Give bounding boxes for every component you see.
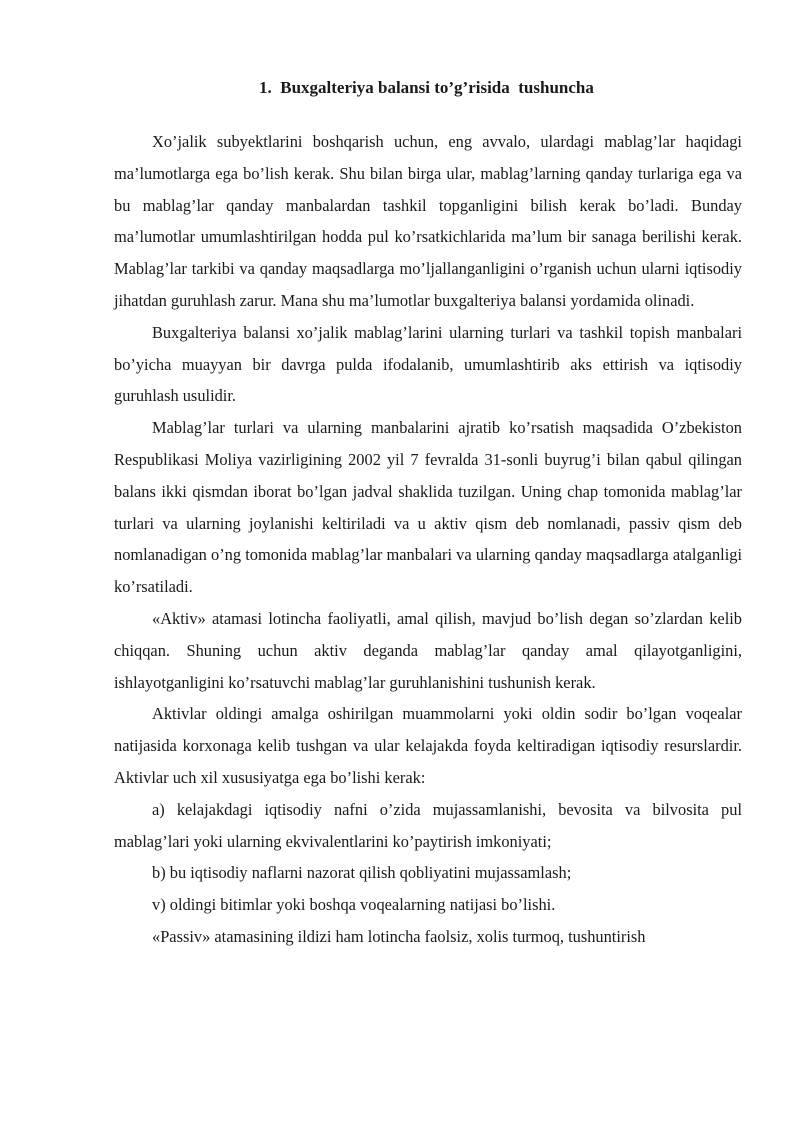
paragraph-balance-structure: Mablag’lar turlari va ularning manbalarini ajratib ko’rsatish maqsadida O’zbekiston Respublikasi Moliya vazirligining 2002 yil 7 fevralda 31-sonli buyrug’i bilan qabul qilingan balans ikki qismdan iborat bo’lgan jadval shaklida tuzilgan. Uning chap tomonida mablag’lar turlari va ularning joylanishi keltiriladi va u aktiv qism deb nomlanadi, passiv qism deb nomlanadigan o’ng tomonida mablag’lar manbalari va ularning qanday maqsadlarga atalganligi ko’rsatiladi. [114, 418, 742, 597]
paragraph-aktiv-definition: Aktivlar oldingi amalga oshirilgan muammolarni yoki oldin sodir bo’lgan voqealar natijasida korxonaga kelib tushgan va ular kelajakda foyda keltiradigan iqtisodiy resurslardir. Aktivlar uch xil xususiyatga ega bo’lishi kerak: [114, 704, 742, 787]
paragraph-balance-definition: Buxgalteriya balansi xo’jalik mablag’larini ularning turlari va tashkil topish manbalari bo’yicha muayyan bir davrga pulda ifodalanib, umumlashtirib aks ettirish va iqtisodiy guruhlash usulidir. [114, 322, 742, 406]
list-item-b: b) bu iqtisodiy naflarni nazorat qilish qobliyatini mujassamlash; [152, 863, 572, 883]
paragraph-passiv-term: «Passiv» atamasining ildizi ham lotincha faolsiz, xolis turmoq, tushuntirish [152, 926, 646, 946]
section-heading: 1. Buxgalteriya balansi to’g’risida tushuncha [259, 78, 594, 97]
list-item-a: a) kelajakdagi iqtisodiy nafni o’zida mujassamlanishi, bevosita va bilvosita pul mablag’lari yoki ularning ekvivalentlarini ko’paytirish imkoniyati; [114, 799, 742, 851]
list-item-v: v) oldingi bitimlar yoki boshqa voqealarning natijasi bo’lishi. [152, 895, 556, 915]
paragraph-intro: Xo’jalik subyektlarini boshqarish uchun, eng avvalo, ulardagi mablag’lar haqidagi ma’lumotlarga ega bo’lish kerak. Shu bilan birga ular, mablag’larning qanday turlariga ega va bu mablag’lar qanday manbalardan tashkil topganligini bilish kerak bo’ladi. Bunday ma’lumotlar umumlashtirilgan hodda pul ko’rsatkichlarida ma’lum bir sanaga berilishi kerak. Mablag’lar tarkibi va qanday maqsadlarga mo’ljallanganligini o’rganish uchun ularni iqtisodiy jihatdan guruhlash zarur. Mana shu ma’lumotlar buxgalteriya balansi yordamida olinadi. [114, 132, 742, 310]
paragraph-aktiv-term: «Aktiv» atamasi lotincha faoliyatli, amal qilish, mavjud bo’lish degan so’zlardan kelib chiqqan. Shuning uchun aktiv deganda mablag’lar qanday amal qilayotganligini, ishlayotganligini ko’rsatuvchi mablag’lar guruhlanishini tushunish kerak. [114, 608, 742, 692]
document-body [114, 74, 742, 953]
